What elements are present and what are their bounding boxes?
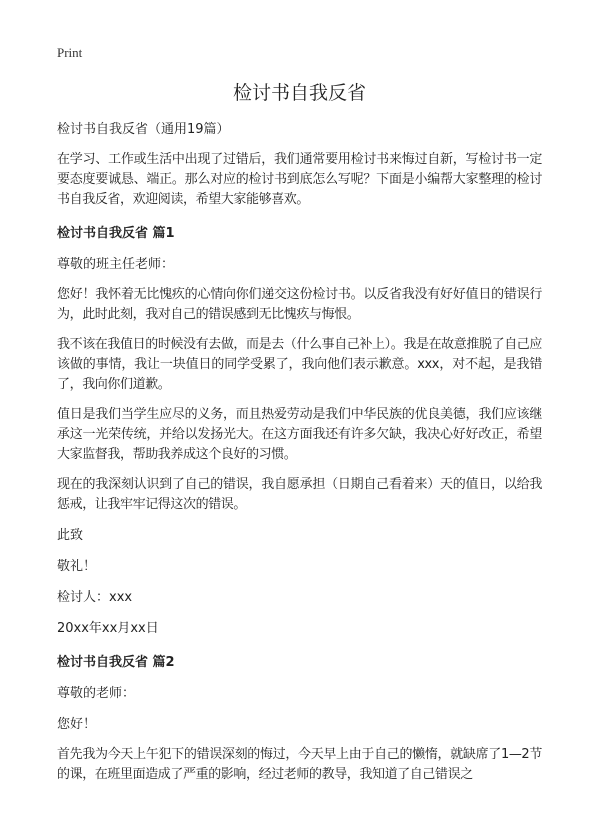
section-1-paragraph-3: 值日是我们当学生应尽的义务，而且热爱劳动是我们中华民族的优良美德，我们应该继承这一光荣传统，并给以发扬光大。在这方面我还有许多欠缺，我决心好好改正，希望大家监督我，帮助我养成这个良好的习惯。 xyxy=(57,407,542,462)
section-2-heading: 检讨书自我反省 篇2 xyxy=(57,655,175,670)
page-title: 检讨书自我反省 xyxy=(232,82,366,104)
section-1-heading: 检讨书自我反省 篇1 xyxy=(57,226,175,241)
section-2-salutation: 尊敬的老师： xyxy=(57,686,136,701)
section-1-signature: 检讨人：xxx xyxy=(57,590,133,605)
print-link[interactable]: Print xyxy=(57,45,83,60)
document-subtitle: 检讨书自我反省（通用19篇） xyxy=(57,122,230,137)
section-1-paragraph-1: 您好！我怀着无比愧疚的心情向你们递交这份检讨书。以反省我没有好好值日的错误行为，此时此刻，我对自己的错误感到无比愧疚与悔恨。 xyxy=(57,287,542,322)
section-1-paragraph-4: 现在的我深刻认识到了自己的错误，我自愿承担（日期自己看着来）天的值日，以给我惩戒，让我牢牢记得这次的错误。 xyxy=(57,477,542,512)
intro-paragraph: 在学习、工作或生活中出现了过错后，我们通常要用检讨书来悔过自新，写检讨书一定要态度要诚恳、端正。那么对应的检讨书到底怎么写呢？下面是小编帮大家整理的检讨书自我反省，欢迎阅读，希望大家能够喜欢。 xyxy=(57,152,542,207)
section-2-greeting: 您好！ xyxy=(57,717,97,732)
section-1-salutation: 尊敬的班主任老师： xyxy=(57,257,175,272)
section-1-date: 20xx年xx月xx日 xyxy=(57,621,159,636)
section-1-paragraph-2: 我不该在我值日的时候没有去做，而是去（什么事自己补上）。我是在故意推脱了自己应该做的事情，我让一块值日的同学受累了，我向他们表示歉意。xxx，对不起，是我错了，我向你们道歉。 xyxy=(57,337,542,392)
section-1-closing-1: 此致 xyxy=(57,528,84,543)
section-2-paragraph-1: 首先我为今天上午犯下的错误深刻的悔过，今天早上由于自己的懒惰，就缺席了1—2节的课，在班里面造成了严重的影响，经过老师的教导，我知道了自己错误之 xyxy=(57,747,542,782)
section-1-closing-2: 敬礼！ xyxy=(57,559,97,574)
